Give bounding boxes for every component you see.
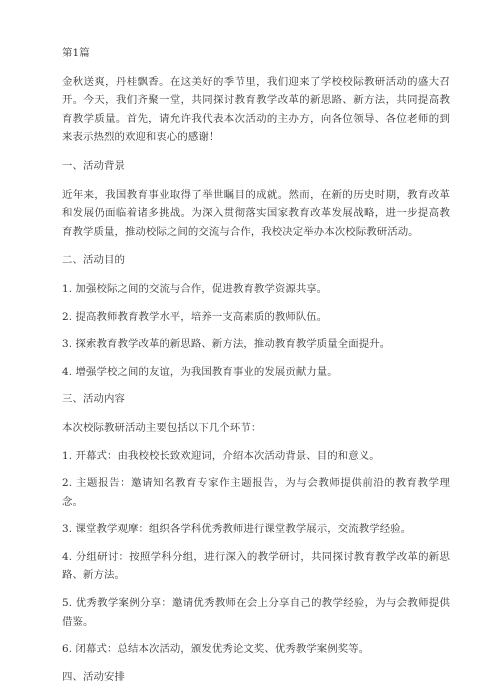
list-item: 3. 探索教育教学改革的新思路、新方法，推动教育教学质量全面提升。 [62,338,391,351]
list-item: 1. 开幕式：由我校校长致欢迎词，介绍本次活动背景、目的和意义。 [62,449,380,462]
list-item: 3. 课堂教学观摩：组织各学科优秀教师进行课堂教学展示，交流教学经验。 [62,523,412,536]
list-item: 5. 优秀教学案例分享：邀请优秀教师在会上分享自己的教学经验，为与会教师提供借鉴。 [62,597,450,628]
list-item: 6. 闭幕式：总结本次活动，颁发优秀论文奖、优秀教学案例奖等。 [62,643,370,656]
section-1-paragraph: 近年来，我国教育事业取得了举世瞩目的成就。然而，在新的历史时期，教育改革和发展仍面临着诸多挑战。为深入贯彻落实国家教育改革发展战略，进一步提高教育教学质量，推动校际之间的交流与合作，我校决定举办本次校际教研活动。 [62,188,450,238]
document-body [62,44,450,696]
list-item: 4. 分组研讨：按照学科分组，进行深入的教学研讨，共同探讨教育教学改革的新思路、新方法。 [62,550,450,582]
list-item: 4. 增强学校之间的友谊，为我国教育事业的发展贡献力量。 [62,365,338,378]
section-3-title: 三、活动内容 [62,393,125,406]
list-item: 2. 主题报告：邀请知名教育专家作主题报告，为与会教师提供前沿的教育教学理念。 [62,477,450,508]
part-title: 第1篇 [62,47,90,59]
section-3-lead: 本次校际教研活动主要包括以下几个环节： [62,421,262,434]
list-item: 1. 加强校际之间的交流与合作，促进教育教学资源共享。 [62,282,328,295]
section-1-title: 一、活动背景 [62,159,125,172]
section-4-title: 四、活动安排 [62,670,125,683]
section-2-title: 二、活动目的 [62,254,125,267]
intro-paragraph: 金秋送爽，丹桂飘香。在这美好的季节里，我们迎来了学校校际教研活动的盛大召开。今天，我们齐聚一堂，共同探讨教育教学改革的新思路、新方法，共同提高教育教学质量。首先，请允许我代表本次活动的主办方，向各位领导、各位老师的到来表示热烈的欢迎和衷心的感谢！ [62,75,450,144]
list-item: 2. 提高教师教育教学水平，培养一支高素质的教师队伍。 [62,310,328,323]
